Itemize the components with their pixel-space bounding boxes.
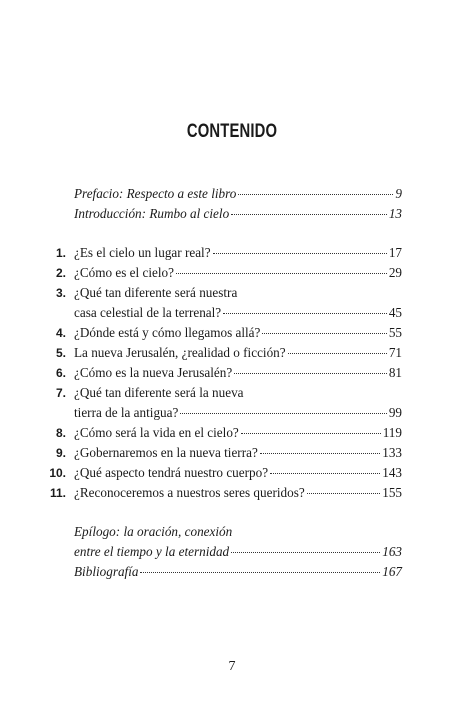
toc-entry-label: ¿Cómo es la nueva Jerusalén?	[74, 365, 233, 380]
toc-entry-page: 143	[382, 465, 402, 480]
toc-entry-label: La nueva Jerusalén, ¿realidad o ficción?	[74, 345, 286, 360]
toc-entry-label: ¿Qué tan diferente será nuestra	[74, 285, 238, 300]
dot-leader	[270, 473, 380, 474]
dot-leader	[231, 552, 380, 553]
dot-leader	[180, 413, 386, 414]
chapter-number: 6.	[55, 366, 66, 380]
toc-chapter-6[interactable]	[55, 363, 402, 383]
dot-leader	[262, 333, 386, 334]
toc-entry-page: 55	[388, 325, 402, 340]
toc-entry-label: ¿Qué tan diferente será la nueva	[74, 385, 244, 400]
toc-entry-label: Introducción: Rumbo al cielo	[74, 206, 230, 221]
toc-entry-page: 9	[395, 186, 402, 201]
dot-leader	[241, 433, 381, 434]
toc-entry-page: 167	[382, 564, 402, 579]
toc-chapter-11[interactable]	[49, 483, 402, 503]
toc-chapter-1[interactable]	[55, 243, 402, 263]
toc-entry-page: 155	[382, 485, 402, 500]
toc-entry-page: 17	[388, 245, 402, 260]
toc-entry-label: ¿Gobernaremos en la nueva tierra?	[74, 445, 258, 460]
toc-entry-label: Bibliografía	[74, 564, 139, 579]
dot-leader	[213, 253, 387, 254]
toc-chapter-5[interactable]	[55, 343, 402, 363]
toc-chapter-9[interactable]	[55, 443, 402, 463]
chapter-number: 1.	[55, 246, 66, 260]
chapter-number: 7.	[55, 386, 66, 400]
dot-leader	[176, 273, 387, 274]
toc-entry-label: ¿Es el cielo un lugar real?	[74, 245, 211, 260]
toc-entry-label: tierra de la antigua?	[74, 405, 179, 420]
toc-chapter-3[interactable]	[55, 283, 402, 303]
toc-entry-bibliografia[interactable]	[74, 562, 402, 582]
toc-entry-label: entre el tiempo y la eternidad	[74, 544, 230, 559]
toc-entry-page: 119	[382, 425, 402, 440]
toc-chapter-7[interactable]	[55, 383, 402, 403]
toc-entry-label: ¿Reconoceremos a nuestros seres queridos?	[74, 485, 305, 500]
chapter-number: 3.	[55, 286, 66, 300]
toc-entry-label: Prefacio: Respecto a este libro	[74, 186, 237, 201]
toc-entry-epilogo[interactable]	[74, 522, 402, 542]
dot-leader	[238, 194, 393, 195]
toc-chapter-7-continuation[interactable]	[74, 403, 402, 423]
chapter-number: 10.	[49, 466, 66, 480]
toc-entry-page: 13	[388, 206, 402, 221]
dot-leader	[231, 214, 387, 215]
toc-chapter-3-continuation[interactable]	[74, 303, 402, 323]
chapter-number: 4.	[55, 326, 66, 340]
page-title: CONTENIDO	[186, 121, 278, 142]
toc-entry-label: ¿Cómo es el cielo?	[74, 265, 174, 280]
toc-chapter-2[interactable]	[55, 263, 402, 283]
page-number: 7	[228, 659, 236, 674]
toc-entry-epilogo-continuation[interactable]	[74, 542, 402, 562]
toc-entry-page: 45	[388, 305, 402, 320]
dot-leader	[307, 493, 381, 494]
toc-entry-page: 81	[388, 365, 402, 380]
toc-entry-label: ¿Dónde está y cómo llegamos allá?	[74, 325, 261, 340]
toc-entry-page: 29	[388, 265, 402, 280]
toc-entry-prefacio[interactable]	[74, 184, 402, 204]
dot-leader	[234, 373, 387, 374]
chapter-number: 9.	[55, 446, 66, 460]
toc-chapter-4[interactable]	[55, 323, 402, 343]
dot-leader	[288, 353, 387, 354]
toc-entry-page: 71	[388, 345, 402, 360]
dot-leader	[260, 453, 380, 454]
chapter-number: 11.	[49, 486, 66, 500]
toc-entry-label: ¿Qué aspecto tendrá nuestro cuerpo?	[74, 465, 269, 480]
toc-entry-label: Epílogo: la oración, conexión	[74, 524, 233, 539]
toc-entry-page: 163	[382, 544, 402, 559]
toc-entry-page: 133	[382, 445, 402, 460]
chapter-number: 8.	[55, 426, 66, 440]
toc-entry-label: casa celestial de la terrenal?	[74, 305, 222, 320]
toc-chapter-8[interactable]	[55, 423, 402, 443]
dot-leader	[140, 572, 380, 573]
toc-entry-introduccion[interactable]	[74, 204, 402, 224]
toc-entry-page: 99	[388, 405, 402, 420]
dot-leader	[223, 313, 387, 314]
toc-chapter-10[interactable]	[49, 463, 402, 483]
chapter-number: 5.	[55, 346, 66, 360]
chapter-number: 2.	[55, 266, 66, 280]
toc-entry-label: ¿Cómo será la vida en el cielo?	[74, 425, 239, 440]
